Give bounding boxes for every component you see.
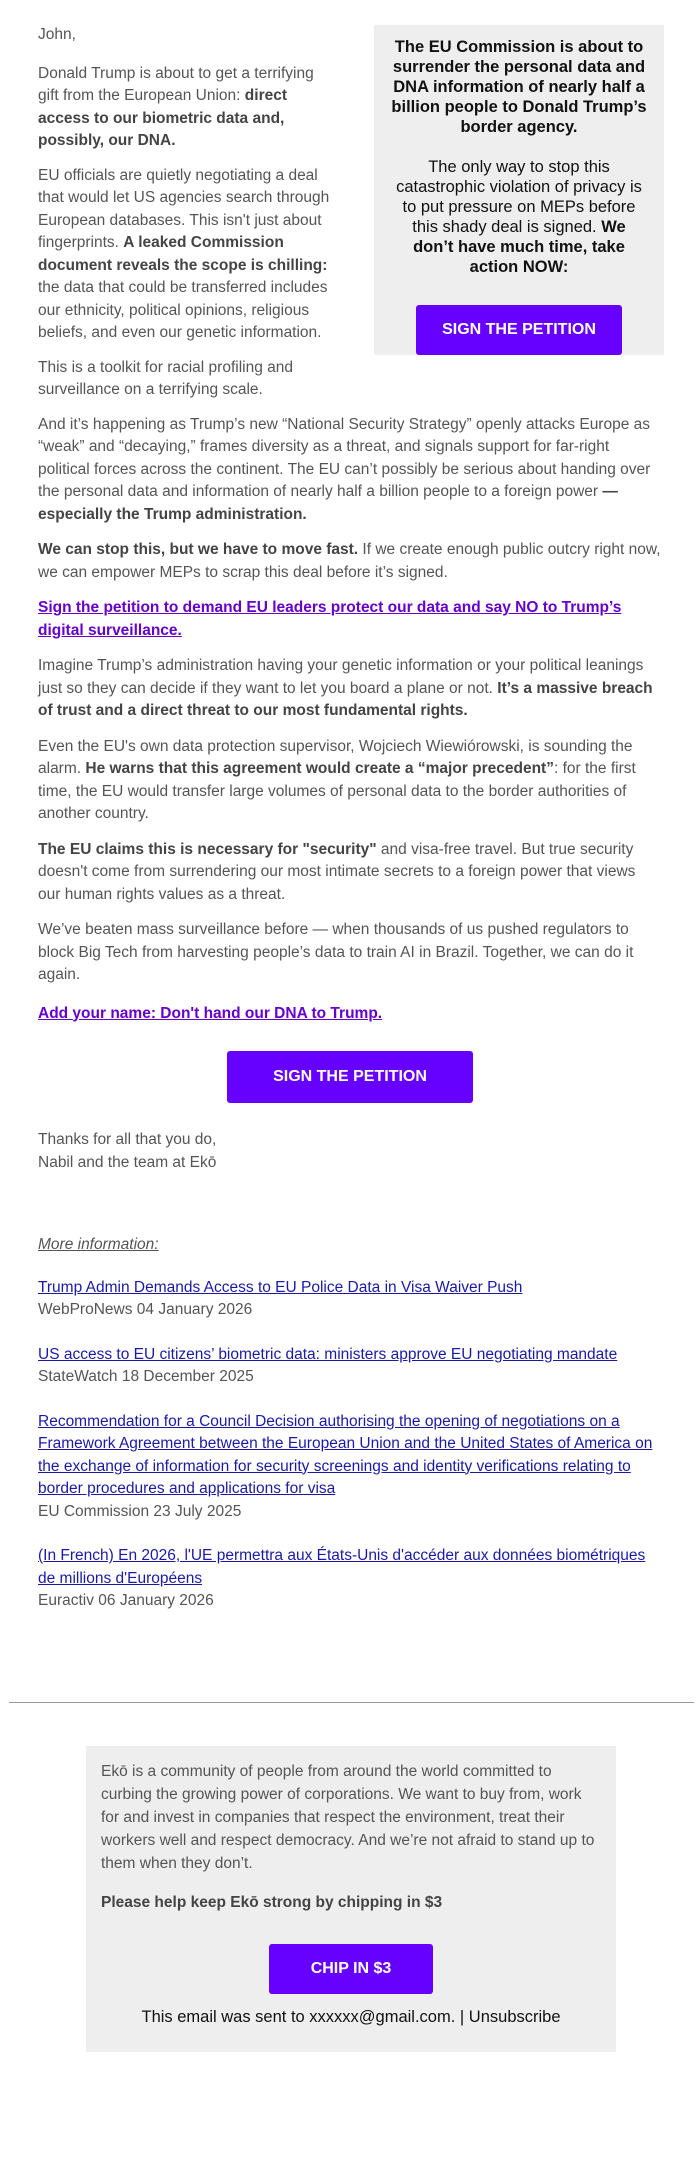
reference-source: Euractiv 06 January 2026	[38, 1592, 214, 1609]
reference-source: EU Commission 23 July 2025	[38, 1502, 242, 1520]
reference-source: WebProNews 04 January 2026	[38, 1301, 253, 1318]
reference-item	[38, 1277, 662, 1322]
reference-link[interactable]: US access to EU citizens’ biometric data: ministers approve EU negotiating mandate	[38, 1345, 618, 1363]
unsubscribe-link[interactable]: Unsubscribe	[468, 2008, 561, 2026]
greeting: John,	[38, 26, 76, 43]
petition-link-2[interactable]: Add your name: Don't hand our DNA to Trump.	[38, 1004, 383, 1022]
sign-petition-button-top[interactable]: SIGN THE PETITION	[416, 305, 622, 355]
paragraph-5: We can stop this, but we have to move fast. If we create enough public outcry right now, we can empower MEPs to scrap this deal before it’s signed.	[38, 541, 661, 581]
donate-ask: Please help keep Ekō strong by chipping in $3	[101, 1894, 443, 1911]
thanks-line: Thanks for all that you do,	[38, 1131, 217, 1148]
paragraph-6: Imagine Trump’s administration having your genetic information or your political leanings just so they can decide if they want to let you board a plane or not. It’s a massive breach of trust and a direct threat to our most fundamental rights.	[38, 657, 653, 719]
footer-divider	[9, 1702, 694, 1703]
reference-item	[38, 1344, 662, 1389]
petition-link-1[interactable]: Sign the petition to demand EU leaders protect our data and say NO to Trump’s digital surveillance.	[38, 599, 622, 639]
petition-link-1-wrap	[38, 597, 662, 642]
reference-source: StateWatch 18 December 2025	[38, 1368, 254, 1385]
sent-to-line: This email was sent to xxxxxx@gmail.com. | Unsubscribe	[141, 2008, 561, 2026]
footer-box	[86, 1746, 616, 2052]
cta-row	[38, 1051, 662, 1103]
paragraph-9: We’ve beaten mass surveillance before — when thousands of us pushed regulators to block Big Tech from harvesting people’s data to train AI in Brazil. Together, we can do it again.	[38, 921, 634, 983]
references-list	[38, 1277, 662, 1613]
paragraph-4: And it’s happening as Trump’s new “National Security Strategy” openly attacks Europe as “weak” and “decaying,” frames diversity as a threat, and signals support for far-right political forces across the continent. The EU can’t possibly be serious about handing over the personal data and information of nearly half a billion people to a foreign power — especially the Trump administration.	[38, 415, 651, 523]
more-info-heading: More information:	[38, 1236, 159, 1253]
paragraph-7: Even the EU's own data protection supervisor, Wojciech Wiewiórowski, is sounding the alarm. He warns that this agreement would create a “major precedent”: for the first time, the EU would transfer large volumes of personal data to the border authorities of another country.	[38, 737, 636, 822]
reference-item	[38, 1411, 662, 1524]
paragraph-3: This is a toolkit for racial profiling and surveillance on a terrifying scale.	[38, 358, 294, 398]
callout-headline: The EU Commission is about to surrender the personal data and DNA information of nearly half a billion people to Donald Trump’s border agency.	[391, 38, 647, 136]
sign-petition-button[interactable]: SIGN THE PETITION	[227, 1051, 473, 1103]
paragraph-8: The EU claims this is necessary for "security" and visa-free travel. But true security doesn't come from surrendering our most intimate secrets to a foreign power that views our human rights values as a threat.	[38, 840, 636, 903]
callout-text: The only way to stop this catastrophic violation of privacy is to put pressure on MEPs before this shady deal is signed. We don’t have much time, take action NOW:	[396, 158, 642, 276]
chip-in-button[interactable]: CHIP IN $3	[269, 1944, 433, 1994]
paragraph-2: EU officials are quietly negotiating a deal that would let US agencies search through European databases. This isn't just about fingerprints. A leaked Commission document reveals the scope is chilling: the data that could be transferred includes our ethnicity, political opinions, religious beliefs, and even our genetic information.	[38, 166, 330, 341]
about-eko: Ekō is a community of people from around the world committed to curbing the growing power of corporations. We want to buy from, work for and invest in companies that respect the environment, treat their workers well and respect democracy. And we’re not afraid to stand up to them when they don’t.	[101, 1763, 595, 1872]
reference-link[interactable]: Recommendation for a Council Decision authorising the opening of negotiations on a Framework Agreement between the European Union and the United States of America on the exchange of information for security screenings and identity verifications relating to border procedures and applications for visa	[38, 1412, 653, 1497]
reference-link[interactable]: (In French) En 2026, l'UE permettra aux États-Unis d'accéder aux données biométriques de millions d'Européens	[38, 1547, 646, 1587]
signoff-line: Nabil and the team at Ekō	[38, 1153, 217, 1171]
petition-link-2-wrap	[38, 1003, 662, 1026]
email-body	[38, 24, 662, 1613]
reference-item	[38, 1545, 662, 1613]
paragraph-1: Donald Trump is about to get a terrifying gift from the European Union: direct access to our biometric data and, possibly, our DNA.	[38, 64, 314, 149]
reference-link[interactable]: Trump Admin Demands Access to EU Police Data in Visa Waiver Push	[38, 1278, 523, 1296]
